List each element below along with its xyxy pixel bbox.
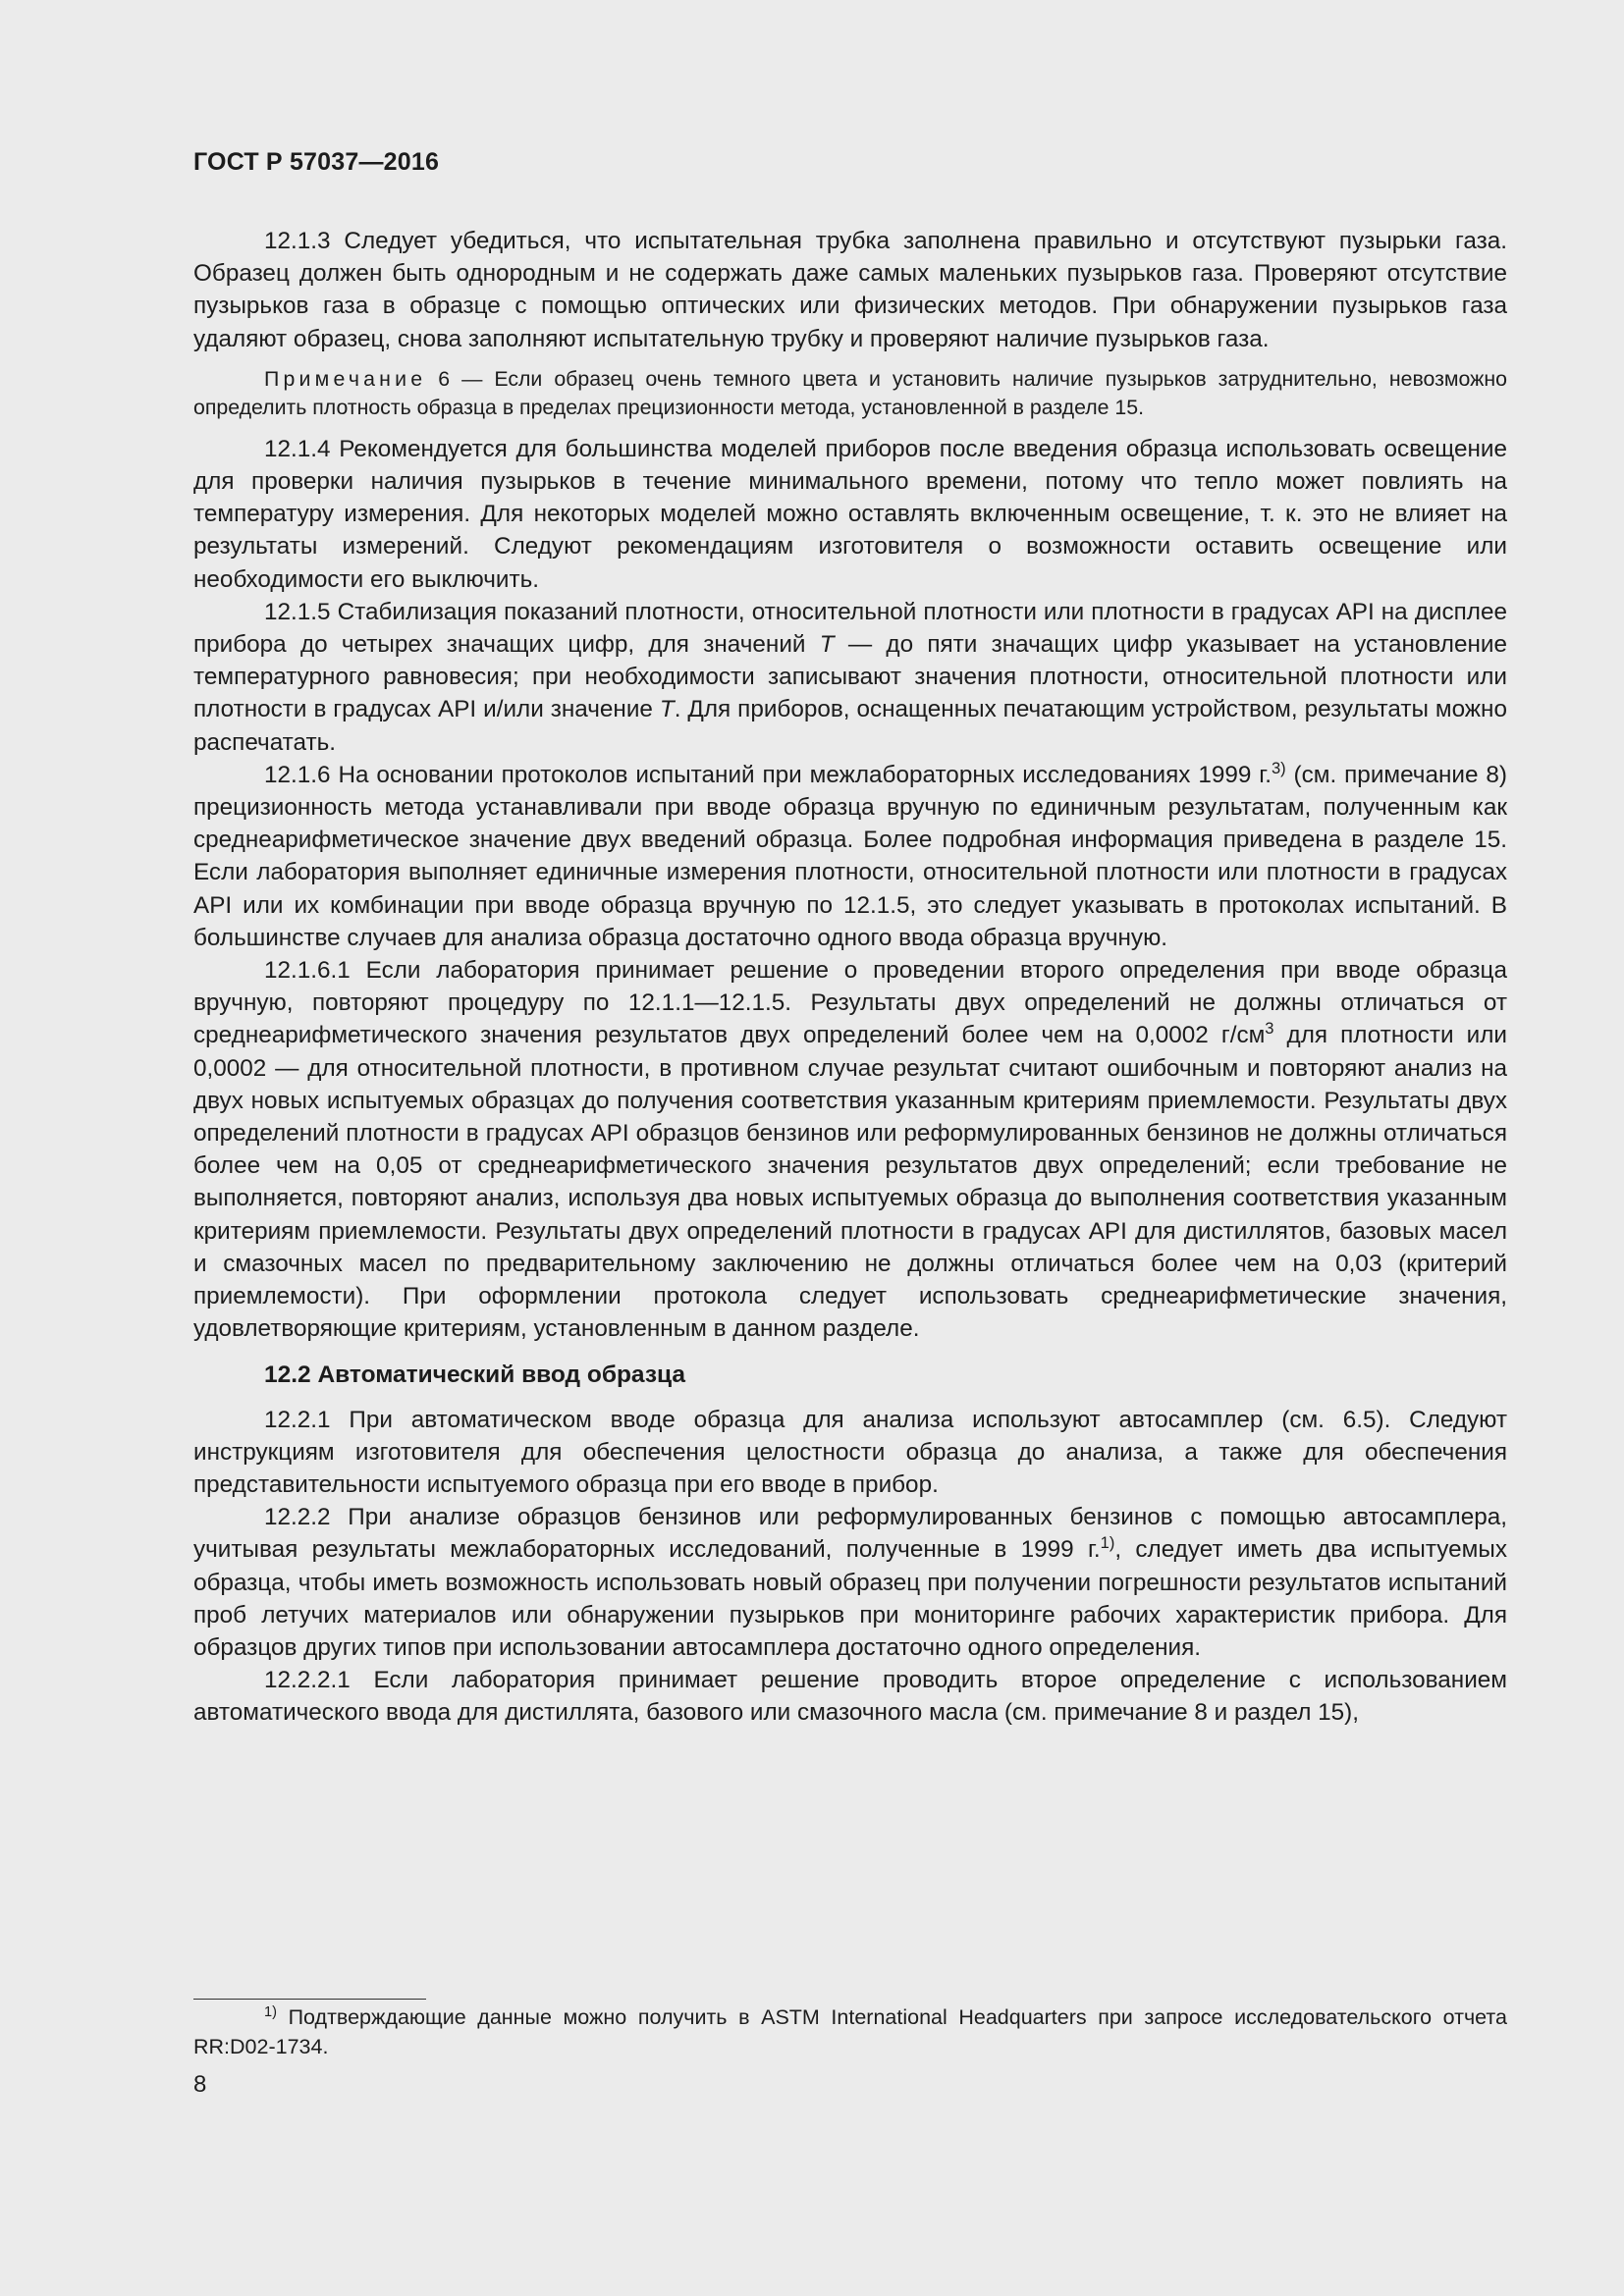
symbol-t: T — [819, 631, 835, 659]
section-heading-12-2: 12.2 Автоматический ввод образца — [264, 1361, 686, 1388]
symbol-t: T — [659, 696, 675, 723]
footnote — [193, 2002, 1507, 2061]
page-number: 8 — [193, 2071, 207, 2098]
document-body — [193, 225, 1507, 1730]
document-header: ГОСТ Р 57037—2016 — [193, 148, 440, 176]
paragraph-12-1-6-1-part-b: для плотности или 0,0002 — для относительной плотности, в противном случае результат считают ошибочным и повторяют анализ на двух новых испытуемых образцах до получения соответствия указанным критериям приемлемости. Результаты двух определений плотности в градусах API образцов бензинов или реформулированных бензинов не должны отличаться более чем на 0,05 от среднеарифметического значения результатов двух определений; если требование не выполняется, повторяют анализ, используя два новых испытуемых образца до выполнения соответствия указанным критериям приемлемости. Результаты двух определений плотности в градусах API для дистиллятов, базовых масел и смазочных масел по предварительному заключению не должны отличаться более чем на 0,03 (критерий приемлемости). При оформлении протокола следует использовать среднеарифметические значения, удовлетворяющие критериям, установленным в данном разделе. — [193, 1022, 1507, 1343]
note-6 — [193, 365, 1507, 423]
note-text: 6 — Если образец очень темного цвета и установить наличие пузырьков затруднительно, невозможно определить плотность образца в пределах прецизионности метода, установленной в разделе 15. — [193, 366, 1507, 420]
paragraph-12-1-5-part-a: 12.1.5 Стабилизация показаний плотности, относительной плотности или плотности в градусах API на дисплее прибора до четырех значащих цифр, для значений — [193, 598, 1507, 659]
paragraph-12-1-5-part-c: . Для приборов, оснащенных печатающим устройством, результаты можно распечатать. — [193, 696, 1507, 756]
footnote-divider — [193, 1999, 426, 2000]
paragraph-12-1-6-part-b: (см. примечание 8) прецизионность метода устанавливали при вводе образца вручную по единичным результатам, полученным как среднеарифметическое значение двух введений образца. Более подробная информация приведена в разделе 15. Если лаборатория выполняет единичные измерения плотности, относительной плотности или плотности в градусах API или их комбинации при вводе образца вручную по 12.1.5, это следует указывать в протоколах испытаний. В большинстве случаев для анализа образца достаточно одного ввода образца вручную. — [193, 761, 1507, 951]
paragraph-12-2-2 — [193, 1501, 1507, 1664]
note-label: Примечание — [264, 366, 427, 391]
footnote-text: Подтверждающие данные можно получить в ASTM International Headquarters при запросе исследовательского отчета RR:D02-1734. — [193, 2005, 1507, 2058]
unit-exponent: 3 — [1265, 1019, 1274, 1039]
paragraph-12-1-4: 12.1.4 Рекомендуется для большинства моделей приборов после введения образца использовать освещение для проверки наличия пузырьков в течение минимального времени, потому что тепло может повлиять на температуру измерения. Для некоторых моделей можно оставлять включенным освещение, т. к. это не влияет на результаты измерений. Следуют рекомендациям изготовителя о возможности оставить освещение или необходимости его выключить. — [193, 435, 1507, 593]
paragraph-12-1-3: 12.1.3 Следует убедиться, что испытательная трубка заполнена правильно и отсутствуют пузырьки газа. Образец должен быть однородным и не содержать даже самых маленьких пузырьков газа. Проверяют отсутствие пузырьков газа в образце с помощью оптических или физических методов. При обнаружении пузырьков газа удаляют образец, снова заполняют испытательную трубку и проверяют наличие пузырьков газа. — [193, 228, 1507, 352]
footnote-ref: 3) — [1271, 758, 1286, 777]
paragraph-12-1-5 — [193, 596, 1507, 759]
paragraph-12-2-2-part-a: 12.2.2 При анализе образцов бензинов или реформулированных бензинов с помощью автосамплера, учитывая результаты межлабораторных исследований, полученные в 1999 г. — [193, 1504, 1507, 1564]
paragraph-12-2-1: 12.2.1 При автоматическом вводе образца для анализа используют автосамплер (см. 6.5). Следуют инструкциям изготовителя для обеспечения целостности образца до анализа, а также для обеспечения представительности испытуемого образца при его вводе в прибор. — [193, 1406, 1507, 1498]
paragraph-12-1-6-part-a: 12.1.6 На основании протоколов испытаний при межлабораторных исследованиях 1999 г. — [264, 761, 1272, 788]
paragraph-12-1-6 — [193, 759, 1507, 954]
paragraph-12-1-6-1-part-a: 12.1.6.1 Если лаборатория принимает решение о проведении второго определения при вводе образца вручную, повторяют процедуру по 12.1.1—12.1.5. Результаты двух определений не должны отличаться от среднеарифметического значения результатов двух определений более чем на 0,0002 г/см — [193, 957, 1507, 1049]
paragraph-12-2-2-part-b: , следует иметь два испытуемых образца, чтобы иметь возможность использовать новый образец при получении погрешности результатов испытаний проб летучих материалов или обнаружении пузырьков при мониторинге рабочих характеристик прибора. Для образцов других типов при использовании автосамплера достаточно одного определения. — [193, 1536, 1507, 1661]
footnote-marker: 1) — [264, 2003, 277, 2020]
footnote-ref: 1) — [1100, 1533, 1115, 1553]
paragraph-12-1-6-1 — [193, 954, 1507, 1345]
paragraph-12-1-5-part-b: — до пяти значащих цифр указывает на установление температурного равновесия; при необходимости записывают значения плотности, относительной плотности или плотности в градусах API и/или значение — [193, 631, 1507, 723]
paragraph-12-2-2-1: 12.2.2.1 Если лаборатория принимает решение проводить второе определение с использованием автоматического ввода для дистиллята, базового или смазочного масла (см. примечание 8 и раздел 15), — [193, 1667, 1507, 1727]
